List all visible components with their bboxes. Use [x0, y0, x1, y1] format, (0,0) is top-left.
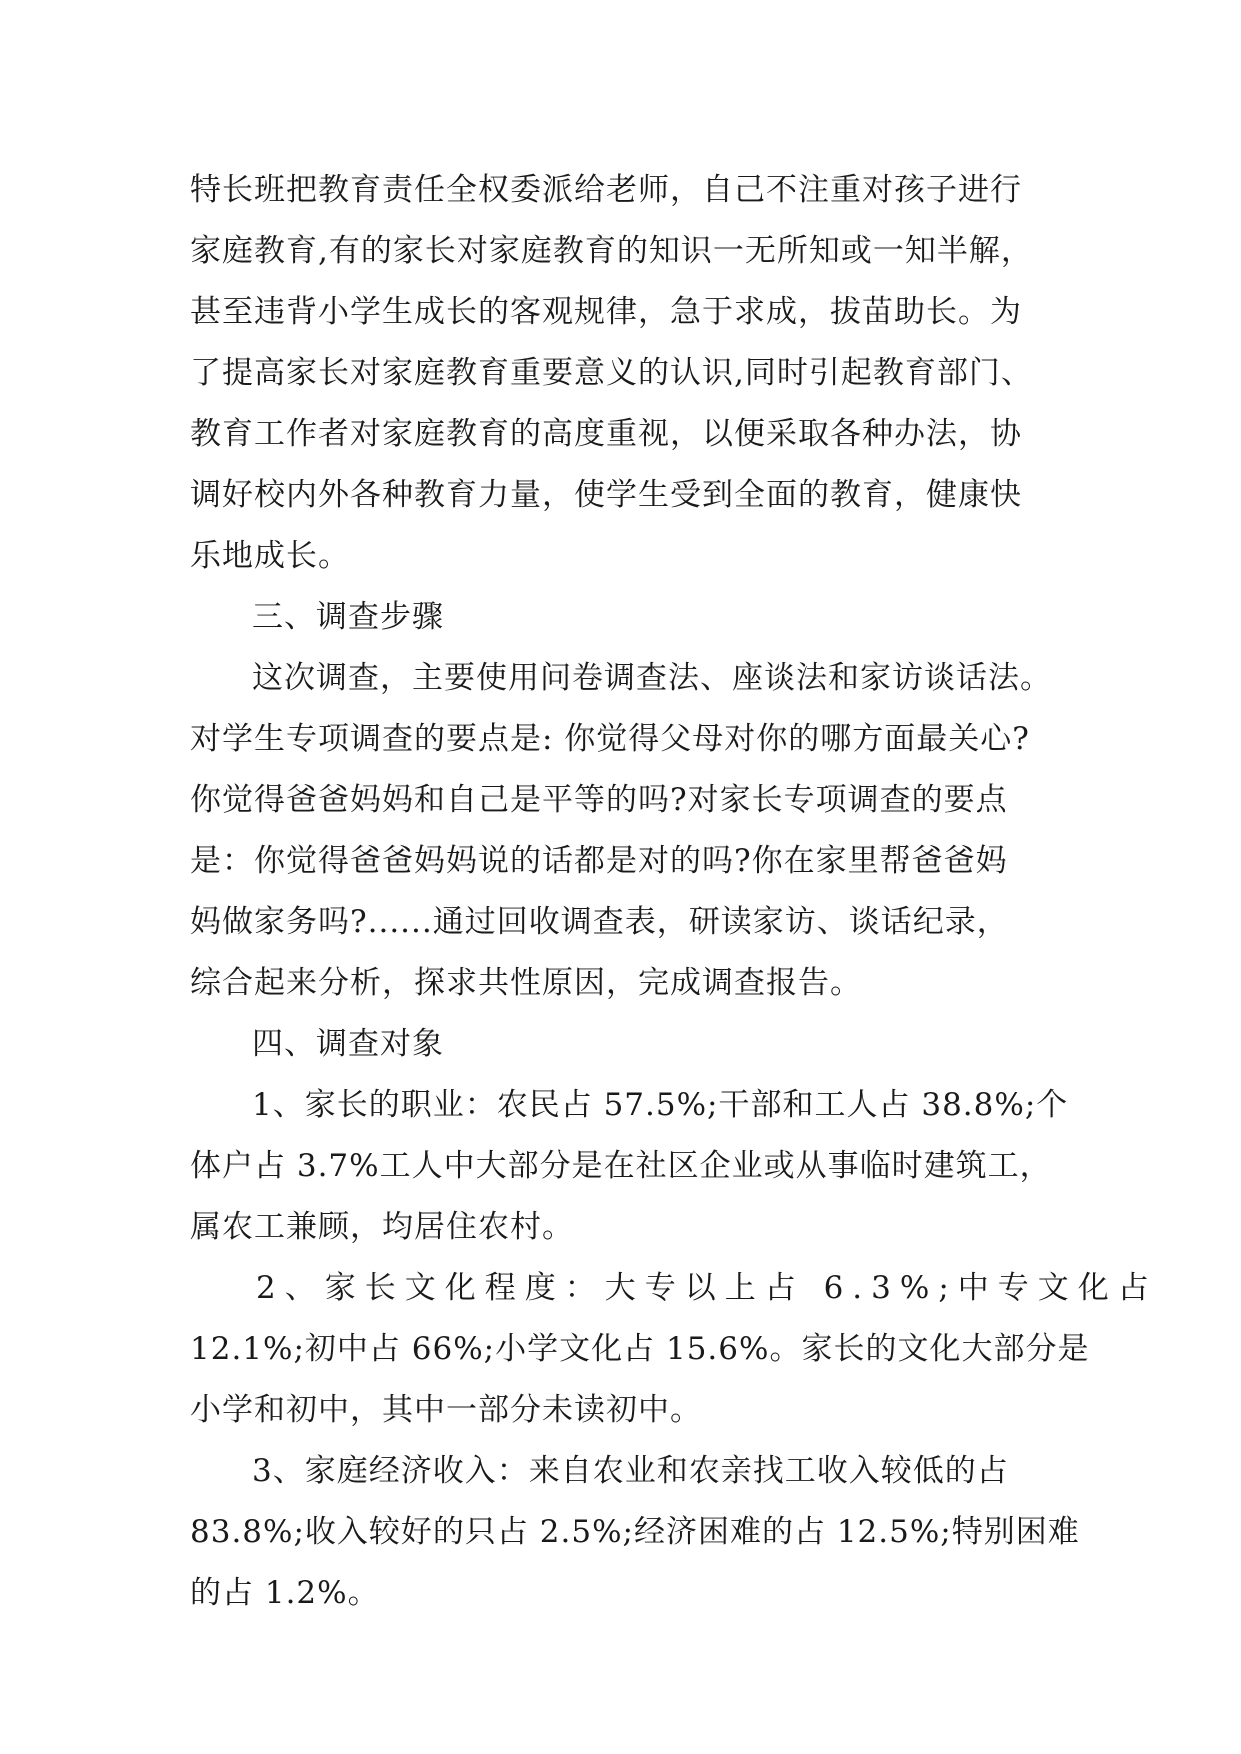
text-line: 体户占 3.7%工人中大部分是在社区企业或从事临时建筑工，: [190, 1148, 1052, 1184]
text-line: 属农工兼顾，均居住农村。: [190, 1209, 574, 1245]
text-line: 乐地成长。: [190, 538, 350, 574]
section-heading-survey-steps: 三、调查步骤: [252, 599, 444, 635]
list-item-family-income: [190, 1441, 1090, 1624]
text-line: 的占 1.2%。: [190, 1575, 380, 1611]
text-line: 对学生专项调查的要点是: 你觉得父母对你的哪方面最关心?: [190, 721, 1030, 757]
text-line: 这次调查，主要使用问卷调查法、座谈法和家访谈话法。: [252, 660, 1052, 696]
section-heading-survey-subjects: 四、调查对象: [252, 1026, 444, 1062]
text-line: 12.1%;初中占 66%;小学文化占 15.6%。家长的文化大部分是: [190, 1331, 1090, 1367]
text-line: 2、家长文化程度：大专以上占 6.3%;中专文化占: [256, 1270, 1158, 1306]
text-line: 教育工作者对家庭教育的高度重视，以便采取各种办法，协: [190, 416, 1022, 452]
text-line: 3、家庭经济收入：来自农业和农亲找工收入较低的占: [252, 1453, 1009, 1489]
text-line: 综合起来分析，探求共性原因，完成调查报告。: [190, 965, 862, 1001]
text-line: 了提高家长对家庭教育重要意义的认识,同时引起教育部门、: [190, 355, 1033, 391]
text-line: 甚至违背小学生成长的客观规律，急于求成，拔苗助长。为: [190, 294, 1022, 330]
text-line: 调好校内外各种教育力量，使学生受到全面的教育，健康快: [190, 477, 1022, 513]
list-item-parent-occupation: [190, 1075, 1090, 1258]
list-item-parent-education: [190, 1258, 1158, 1441]
text-line: 特长班把教育责任全权委派给老师，自己不注重对孩子进行: [190, 172, 1022, 208]
document-body: [190, 160, 1158, 1624]
text-line: 83.8%;收入较好的只占 2.5%;经济困难的占 12.5%;特别困难: [190, 1514, 1080, 1550]
text-line: 家庭教育,有的家长对家庭教育的知识一无所知或一知半解，: [190, 233, 1033, 269]
text-line: 小学和初中，其中一部分未读初中。: [190, 1392, 702, 1428]
text-line: 1、家长的职业：农民占 57.5%;干部和工人占 38.8%;个: [252, 1087, 1069, 1123]
text-line: 你觉得爸爸妈妈和自己是平等的吗?对家长专项调查的要点: [190, 782, 1008, 818]
text-line: 是：你觉得爸爸妈妈说的话都是对的吗?你在家里帮爸爸妈: [190, 843, 1008, 879]
paragraph-survey-steps: [190, 648, 1090, 1014]
paragraph-motivation: [190, 160, 1090, 587]
text-line: 妈做家务吗?......通过回收调查表，研读家访、谈话纪录，: [190, 904, 1009, 940]
